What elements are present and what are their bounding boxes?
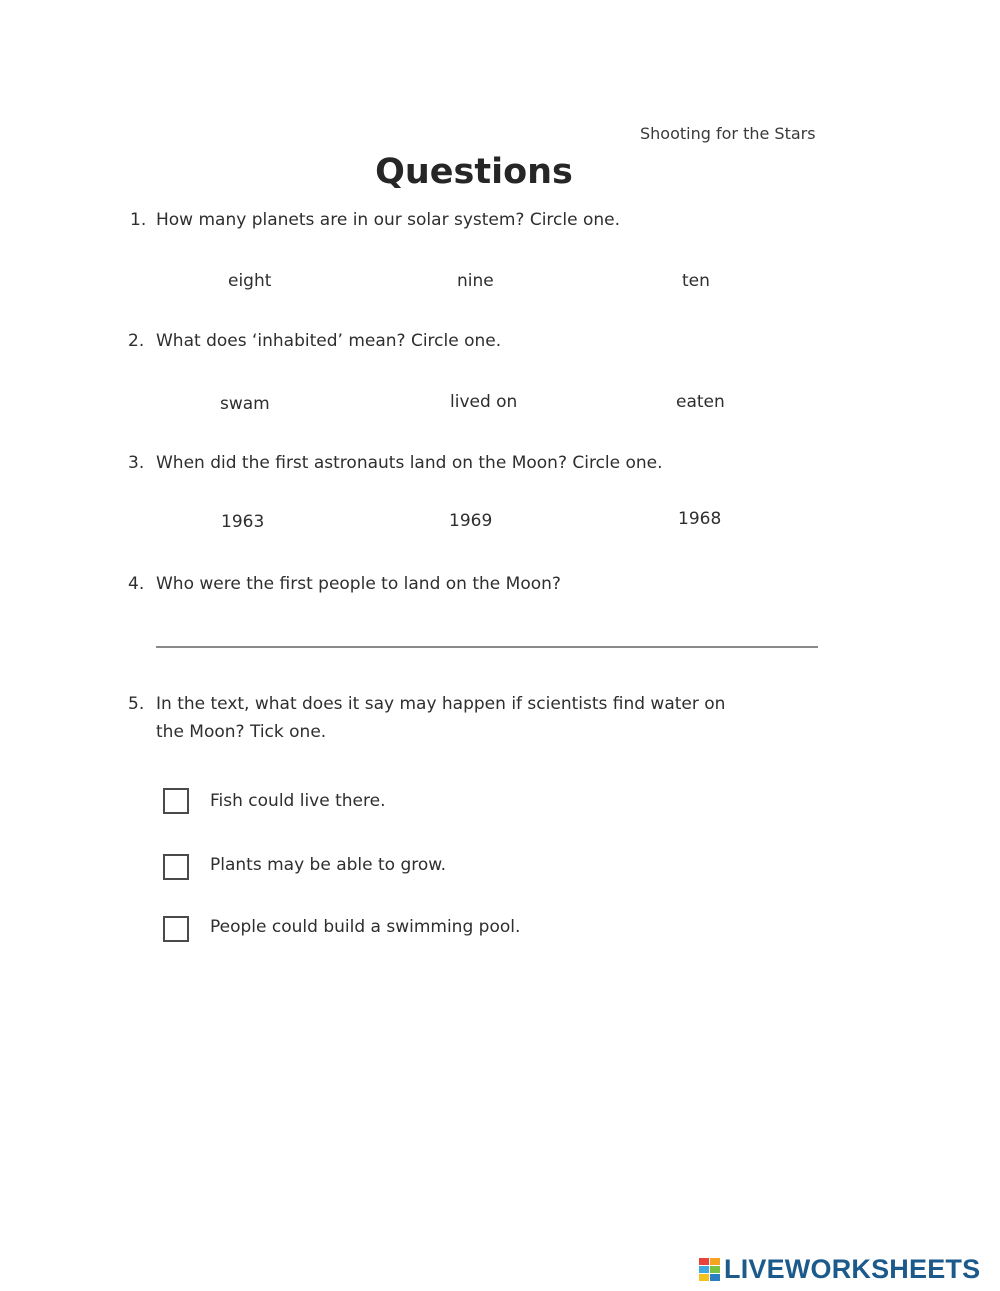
liveworksheets-logo-icon: [698, 1257, 720, 1281]
question-5-number: 5.: [128, 694, 145, 714]
question-1-number: 1.: [130, 210, 147, 230]
question-3-number: 3.: [128, 453, 145, 473]
question-5-text-line2: the Moon? Tick one.: [156, 722, 327, 742]
question-4-text: Who were the first people to land on the Moon?: [156, 574, 561, 594]
question-2-number: 2.: [128, 331, 145, 351]
logo-block: [710, 1266, 720, 1273]
question-1-text: How many planets are in our solar system? Circle one.: [156, 210, 621, 230]
logo-block: [699, 1258, 709, 1265]
liveworksheets-brand[interactable]: [698, 1252, 980, 1286]
question-1-option-ten[interactable]: ten: [682, 271, 710, 291]
logo-block: [710, 1274, 720, 1281]
choice-fish-label: Fish could live there.: [210, 791, 386, 811]
liveworksheets-wordmark: LIVEWORKSHEETS: [724, 1253, 981, 1284]
question-5-text-line1: In the text, what does it say may happen if scientists find water on: [156, 694, 726, 714]
question-3-text: When did the first astronauts land on the Moon? Circle one.: [156, 453, 663, 473]
question-2-option-eaten[interactable]: eaten: [676, 392, 725, 412]
question-2-option-swam[interactable]: swam: [220, 394, 270, 414]
choice-plants-checkbox[interactable]: [163, 854, 189, 880]
worksheet-subtitle: Shooting for the Stars: [640, 124, 816, 143]
choice-plants-label: Plants may be able to grow.: [210, 855, 447, 875]
question-2-text: What does ‘inhabited’ mean? Circle one.: [156, 331, 502, 351]
question-1-option-eight[interactable]: eight: [228, 271, 272, 291]
page-title: Questions: [375, 152, 573, 192]
question-3-option-1963[interactable]: 1963: [221, 512, 265, 532]
logo-block: [699, 1274, 709, 1281]
logo-block: [710, 1258, 720, 1265]
choice-pool-checkbox[interactable]: [163, 916, 189, 942]
choice-fish-checkbox[interactable]: [163, 788, 189, 814]
question-1-option-nine[interactable]: nine: [457, 271, 494, 291]
question-4-number: 4.: [128, 574, 145, 594]
question-4-answer-line[interactable]: [156, 646, 818, 648]
choice-pool-label: People could build a swimming pool.: [210, 917, 521, 937]
question-3-option-1969[interactable]: 1969: [449, 511, 493, 531]
logo-block: [699, 1266, 709, 1273]
question-3-option-1968[interactable]: 1968: [678, 509, 722, 529]
question-2-option-lived-on[interactable]: lived on: [450, 392, 518, 412]
